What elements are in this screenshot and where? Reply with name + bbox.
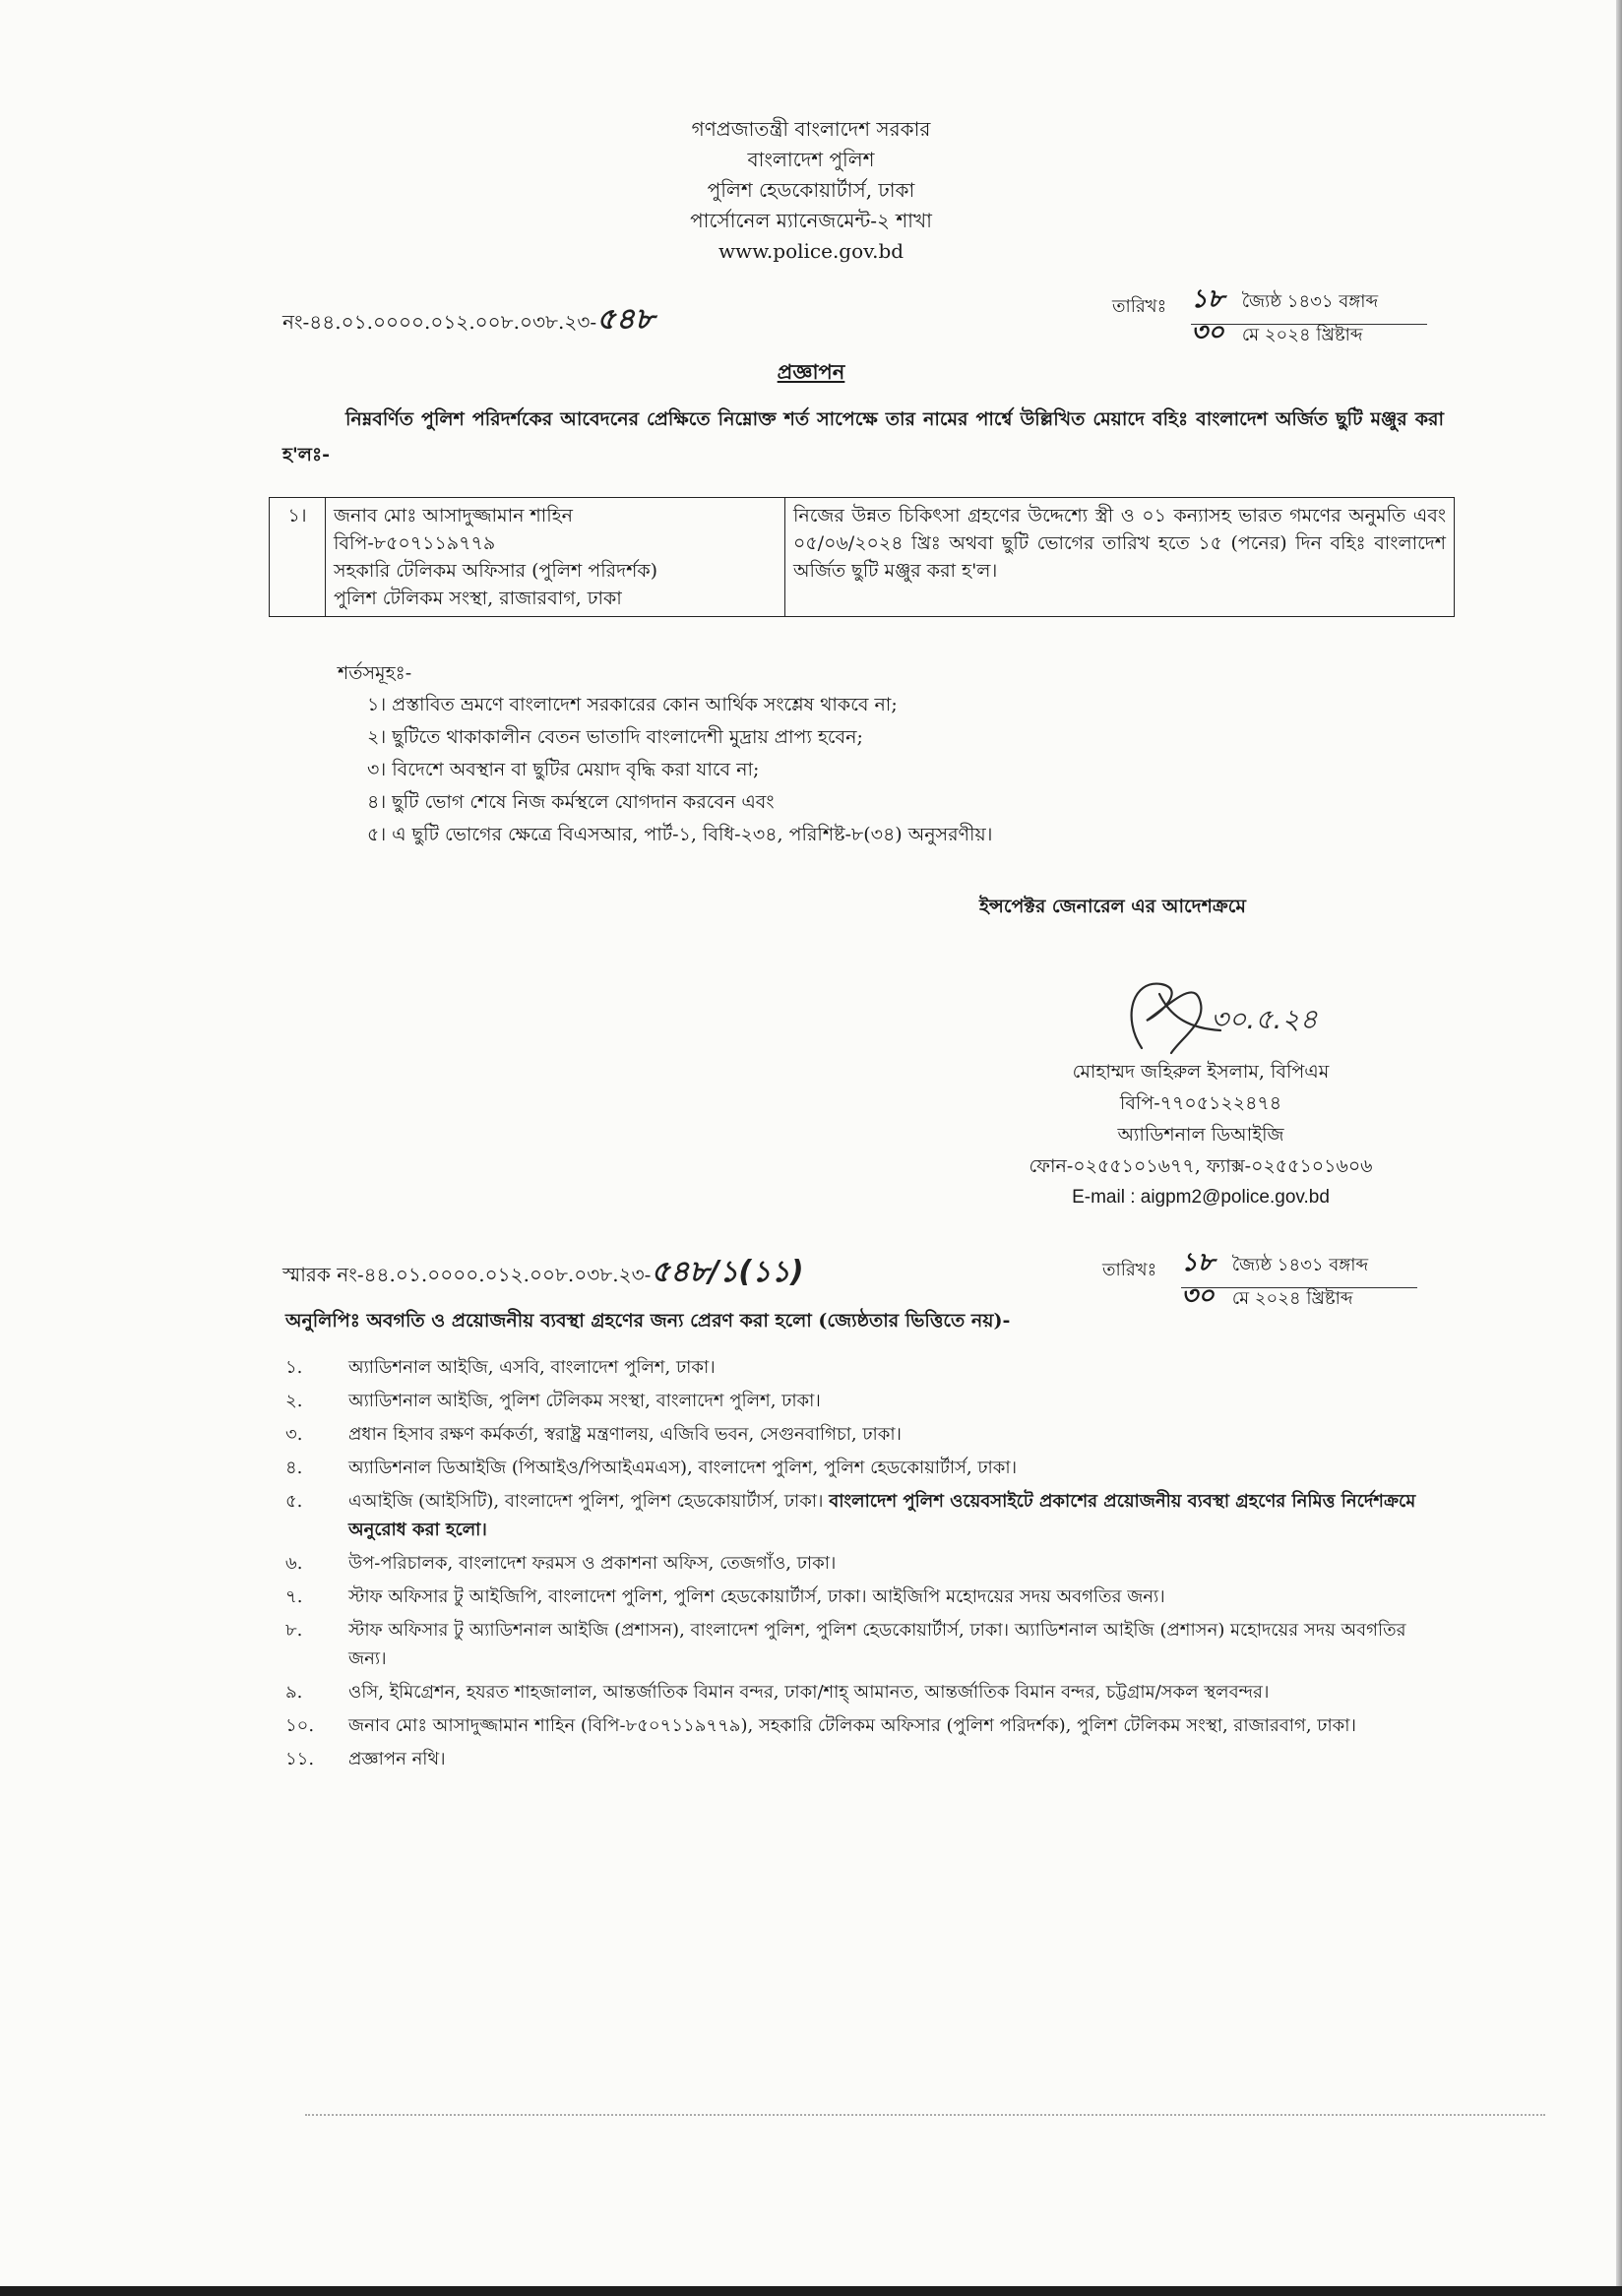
office-name: পুলিশ হেডকোয়ার্টার্স, ঢাকা <box>707 178 915 202</box>
list-item <box>285 1745 1447 1773</box>
list-item <box>285 1487 1447 1544</box>
signer-email[interactable]: E-mail : aigpm2@police.gov.bd <box>1072 1187 1330 1208</box>
list-item <box>285 1454 1447 1482</box>
list-item <box>285 1582 1447 1611</box>
memo2-date <box>1102 1242 1417 1311</box>
cc-item-text <box>348 1387 1447 1415</box>
org-name: বাংলাদেশ পুলিশ <box>747 148 875 171</box>
cc-item-text <box>348 1487 1447 1544</box>
cc-item-text <box>348 1454 1447 1482</box>
person-designation: সহকারি টেলিকম অফিসার (পুলিশ পরিদর্শক) <box>334 560 658 582</box>
grant-person <box>326 498 785 617</box>
signer-bp: বিপি-৭৭০৫১২২৪৭৪ <box>1119 1092 1282 1114</box>
cc-item-emphasis: বাংলাদেশ পুলিশ ওয়েবসাইটে প্রকাশের প্রয়োজনীয় ব্যবস্থা গ্রহণের নিমিত্ত নির্দেশক্রমে অনুরোধ করা হলো। <box>348 1491 1416 1540</box>
cc-item-text <box>348 1582 1447 1611</box>
branch-name: পার্সোনেল ম্যানেজমেন্ট-২ শাখা <box>690 209 932 232</box>
signature-date: ৩০.৫.২৪ <box>1211 1003 1318 1035</box>
signature-mark <box>1102 960 1398 1068</box>
list-item: ৫। এ ছুটি ভোগের ক্ষেত্রে বিএসআর, পার্ট-১, বিধি-২৩৪, পরিশিষ্ট-৮(৩৪) অনুসরণীয়। <box>367 824 993 845</box>
list-item: ৩। বিদেশে অবস্থান বা ছুটির মেয়াদ বৃদ্ধি করা যাবে না; <box>367 759 760 780</box>
cc-item-main: এআইজি (আইসিটি), বাংলাদেশ পুলিশ, পুলিশ হেডকোয়ার্টার্স, ঢাকা। <box>348 1491 830 1512</box>
cc-list <box>285 1353 1447 1778</box>
date-en-month: মে ২০২৪ খ্রিষ্টাব্দ <box>1231 1288 1353 1309</box>
memo-number-handwritten: ৫৪৮ <box>596 302 655 337</box>
scan-dotted-line <box>305 2114 1545 2116</box>
cc-item-number: ৯. <box>285 1682 303 1703</box>
cc-item-text <box>348 1616 1447 1673</box>
cc-item-text <box>348 1678 1447 1706</box>
cc-item-text <box>348 1549 1447 1578</box>
signer-designation: অ্যাডিশনাল ডিআইজি <box>1117 1124 1284 1146</box>
cc-item-main: অ্যাডিশনাল আইজি, এসবি, বাংলাদেশ পুলিশ, ঢাকা। <box>348 1357 716 1378</box>
notice-intro: নিম্নবর্ণিত পুলিশ পরিদর্শকের আবেদনের প্রেক্ষিতে নিম্নোক্ত শর্ত সাপেক্ষে তার নামের পার্শ্বে উল্লিখিত মেয়াদে বহিঃ বাংলাদেশ অর্জিত ছুটি মঞ্জুর করা হ'লঃ- <box>282 408 1444 465</box>
cc-item-number: ৬. <box>285 1553 303 1574</box>
date-bn-day: ১৮ <box>1181 1248 1215 1277</box>
cc-item-main: জনাব মোঃ আসাদুজ্জামান শাহিন (বিপি-৮৫০৭১১৯৭৭৯), সহকারি টেলিকম অফিসার (পুলিশ পরিদর্শক), পুলিশ টেলিকম সংস্থা, রাজারবাগ, ঢাকা। <box>348 1715 1356 1736</box>
memo2-number-prefix: স্মারক নং-৪৪.০১.০০০০.০১২.০০৮.০৩৮.২৩- <box>282 1263 652 1286</box>
signer-phone: ফোন-০২৫৫১০১৬৭৭, ফ্যাক্স-০২৫৫১০১৬০৬ <box>1029 1155 1373 1177</box>
cc-item-main: প্রধান হিসাব রক্ষণ কর্মকর্তা, স্বরাষ্ট্র মন্ত্রণালয়, এজিবি ভবন, সেগুনবাগিচা, ঢাকা। <box>348 1424 902 1445</box>
conditions-heading: শর্তসমূহঃ- <box>338 662 412 684</box>
scan-edge-right <box>1616 0 1622 2296</box>
cc-item-number: ৪. <box>285 1458 303 1478</box>
scan-edge-bottom <box>0 2286 1622 2296</box>
cc-item-number: ১১. <box>285 1749 315 1769</box>
memo2-number-handwritten: ৫৪৮/১(১১) <box>651 1255 804 1289</box>
grant-details: নিজের উন্নত চিকিৎসা গ্রহণের উদ্দেশ্যে স্ত্রী ও ০১ কন্যাসহ ভারত গমণের অনুমতি এবং ০৫/০৬/২০২৪ খ্রিঃ অথবা ছুটি ভোগের তারিখ হতে ১৫ (পনের) দিন বহিঃ বাংলাদেশ অর্জিত ছুটি মঞ্জুর করা হ'ল। <box>785 498 1455 617</box>
table-row <box>270 498 1455 617</box>
grant-table <box>269 497 1455 617</box>
memo-date <box>1112 279 1427 347</box>
list-item: ১। প্রস্তাবিত ভ্রমণে বাংলাদেশ সরকারের কোন আর্থিক সংশ্লেষ থাকবে না; <box>367 694 898 715</box>
date-en-day: ৩০ <box>1191 318 1224 347</box>
cc-item-number: ১. <box>285 1357 303 1378</box>
person-bp: বিপি-৮৫০৭১১৯৭৭৯ <box>334 532 496 554</box>
order-line: ইন্সপেক্টর জেনারেল এর আদেশক্রমে <box>979 896 1246 917</box>
govt-name: গণপ্রজাতন্ত্রী বাংলাদেশ সরকার <box>691 117 931 141</box>
list-item <box>285 1549 1447 1578</box>
website-link[interactable]: www.police.gov.bd <box>717 239 905 263</box>
cc-item-number: ১০. <box>285 1715 315 1736</box>
date-en-month: মে ২০২৪ খ্রিষ্টাব্দ <box>1241 325 1363 345</box>
cc-item-main: স্টাফ অফিসার টু আইজিপি, বাংলাদেশ পুলিশ, পুলিশ হেডকোয়ার্টার্স, ঢাকা। আইজিপি মহোদয়ের সদয় অবগতির জন্য। <box>348 1586 1165 1607</box>
cc-item-main: প্রজ্ঞাপন নথি। <box>348 1749 446 1769</box>
conditions-list <box>367 689 992 851</box>
cc-item-text <box>348 1420 1447 1449</box>
person-office: পুলিশ টেলিকম সংস্থা, রাজারবাগ, ঢাকা <box>334 588 622 609</box>
list-item <box>285 1678 1447 1706</box>
memo2-number <box>282 1248 804 1298</box>
cc-item-number: ২. <box>285 1391 303 1411</box>
list-item: ৪। ছুটি ভোগ শেষে নিজ কর্মস্থলে যোগদান করবেন এবং <box>367 791 775 813</box>
notice-title: প্রজ্ঞাপন <box>777 359 845 384</box>
cc-item-number: ৩. <box>285 1424 303 1445</box>
cc-heading: অনুলিপিঃ অবগতি ও প্রয়োজনীয় ব্যবস্থা গ্রহণের জন্য প্রেরণ করা হলো (জ্যেষ্ঠতার ভিত্তিতে নয়)- <box>285 1310 1011 1332</box>
cc-item-main: অ্যাডিশনাল ডিআইজি (পিআইও/পিআইএমএস), বাংলাদেশ পুলিশ, পুলিশ হেডকোয়ার্টার্স, ঢাকা। <box>348 1458 1018 1478</box>
date-bn-month: জ্যৈষ্ঠ ১৪৩১ বঙ্গাব্দ <box>1231 1255 1369 1275</box>
letterhead <box>0 114 1622 267</box>
list-item <box>285 1353 1447 1382</box>
cc-item-main: অ্যাডিশনাল আইজি, পুলিশ টেলিকম সংস্থা, বাংলাদেশ পুলিশ, ঢাকা। <box>348 1391 821 1411</box>
list-item <box>285 1616 1447 1673</box>
grant-serial: ১। <box>270 498 326 617</box>
date-bn-day: ১৮ <box>1191 284 1224 314</box>
date-label: তারিখঃ <box>1102 1260 1157 1280</box>
cc-item-number: ৫. <box>285 1491 303 1512</box>
cc-item-main: উপ-পরিচালক, বাংলাদেশ ফরমস ও প্রকাশনা অফিস, তেজগাঁও, ঢাকা। <box>348 1553 837 1574</box>
cc-item-text <box>348 1711 1447 1740</box>
date-en-day: ৩০ <box>1181 1281 1215 1311</box>
cc-item-main: ওসি, ইমিগ্রেশন, হযরত শাহজালাল, আন্তর্জাতিক বিমান বন্দর, ঢাকা/শাহ্ আমানত, আন্তর্জাতিক বিমান বন্দর, চট্টগ্রাম/সকল স্থলবন্দর। <box>348 1682 1270 1703</box>
signer-block <box>974 1056 1427 1213</box>
date-label: তারিখঃ <box>1112 296 1167 317</box>
cc-item-number: ৭. <box>285 1586 303 1607</box>
cc-item-text <box>348 1745 1447 1773</box>
list-item <box>285 1420 1447 1449</box>
date-bn-month: জ্যৈষ্ঠ ১৪৩১ বঙ্গাব্দ <box>1241 291 1379 312</box>
cc-item-main: স্টাফ অফিসার টু অ্যাডিশনাল আইজি (প্রশাসন), বাংলাদেশ পুলিশ, পুলিশ হেডকোয়ার্টার্স, ঢাকা। অ্যাডিশনাল আইজি (প্রশাসন) মহোদয়ের সদয় অবগতির জন্য। <box>348 1620 1406 1669</box>
date-gregorian <box>1191 312 1427 355</box>
cc-item-number: ৮. <box>285 1620 303 1641</box>
memo-number-prefix: নং-৪৪.০১.০০০০.০১২.০০৮.০৩৮.২৩- <box>282 310 597 334</box>
list-item <box>285 1711 1447 1740</box>
signer-name: মোহাম্মদ জহিরুল ইসলাম, বিপিএম <box>1072 1061 1330 1083</box>
person-name: জনাব মোঃ আসাদুজ্জামান শাহিন <box>334 505 574 527</box>
memo-number <box>282 295 655 345</box>
list-item <box>285 1387 1447 1415</box>
cc-item-text <box>348 1353 1447 1382</box>
list-item: ২। ছুটিতে থাকাকালীন বেতন ভাতাদি বাংলাদেশী মুদ্রায় প্রাপ্য হবেন; <box>367 726 863 748</box>
